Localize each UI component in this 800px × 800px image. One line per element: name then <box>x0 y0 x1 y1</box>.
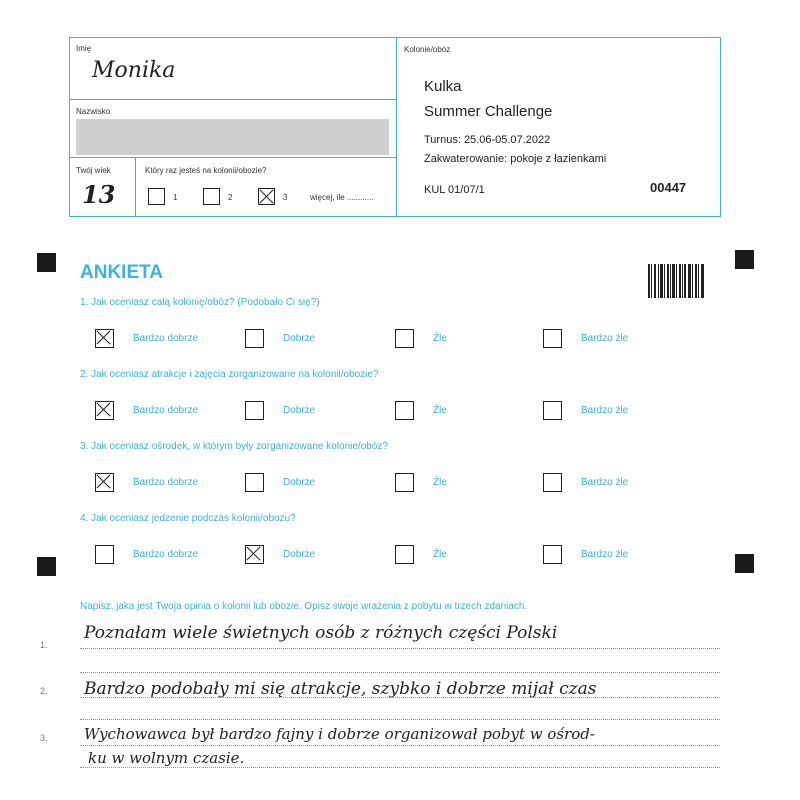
question-4-option-2-label: Dobrze <box>283 549 316 560</box>
header-box <box>69 37 721 217</box>
question-4-text: 4. Jak oceniasz jedzenie podczas kolonii/obozu? <box>80 513 296 524</box>
redacted-surname <box>76 119 389 155</box>
camp-name-line1: Kulka <box>424 78 462 95</box>
question-4-option-3-checkbox[interactable] <box>395 545 414 564</box>
question-2-option-2-label: Dobrze <box>283 405 316 416</box>
question-1-text: 1. Jak oceniasz całą kolonię/obóz? (Podobało Ci się?) <box>80 297 320 308</box>
writing-line <box>80 745 720 746</box>
times-cell <box>136 158 397 216</box>
question-2-option-1-label: Bardzo dobrze <box>133 405 199 416</box>
answer-number-2: 2. <box>40 686 48 696</box>
answer-3-text: Wychowawca był bardzo fajny i dobrze organizował pobyt w ośrod- <box>84 725 595 743</box>
question-3-option-4-checkbox[interactable] <box>543 473 562 492</box>
question-4-option-2-checkbox[interactable] <box>245 545 264 564</box>
question-3-option-4-label: Bardzo źle <box>581 477 629 488</box>
question-1-option-3-checkbox[interactable] <box>395 329 414 348</box>
name-value: Monika <box>92 58 176 83</box>
times-label: Który raz jesteś na kolonii/obozie? <box>145 166 267 175</box>
surname-label: Nazwisko <box>76 107 111 116</box>
answer-3-continuation: ku w wolnym czasie. <box>88 749 245 767</box>
age-label: Twój wiek <box>76 166 111 175</box>
question-3-option-1-checkbox[interactable] <box>95 473 114 492</box>
question-4-option-1-label: Bardzo dobrze <box>133 549 199 560</box>
registration-marker <box>735 554 754 573</box>
times-option-3-label: 3 <box>283 193 288 202</box>
question-3-option-2-label: Dobrze <box>283 477 316 488</box>
question-3-option-3-label: Źle <box>433 477 447 488</box>
answer-2-text: Bardzo podobały mi się atrakcje, szybko i dobrze mijał czas <box>84 679 597 699</box>
question-4-option-4-label: Bardzo źle <box>581 549 629 560</box>
question-4-option-3-label: Źle <box>433 549 447 560</box>
times-option-3-checkbox[interactable] <box>258 188 275 205</box>
question-4-option-1-checkbox[interactable] <box>95 545 114 564</box>
form-number: 00447 <box>650 180 687 195</box>
registration-marker <box>37 253 56 272</box>
times-more-label: więcej, ile ............ <box>310 193 374 202</box>
camp-label: Kolonie/obóz <box>404 45 451 54</box>
question-2-option-3-label: Źle <box>433 405 447 416</box>
name-cell <box>70 38 397 100</box>
camp-name-line2: Summer Challenge <box>424 103 553 120</box>
times-option-1-checkbox[interactable] <box>148 188 165 205</box>
times-option-2-checkbox[interactable] <box>203 188 220 205</box>
opinion-prompt: Napisz, jaka jest Twoja opinia o kolonii lub obozie. Opisz swoje wrażenia z pobytu w trzech zdaniach. <box>80 601 528 612</box>
question-1-option-2-checkbox[interactable] <box>245 329 264 348</box>
writing-line <box>80 672 720 673</box>
question-1-option-1-checkbox[interactable] <box>95 329 114 348</box>
answer-1-text: Poznałam wiele świetnych osób z różnych części Polski <box>84 623 558 643</box>
question-1-option-4-label: Bardzo źle <box>581 333 629 344</box>
times-option-2-label: 2 <box>228 193 233 202</box>
question-1-option-4-checkbox[interactable] <box>543 329 562 348</box>
age-cell <box>70 158 136 216</box>
registration-marker <box>735 250 754 269</box>
question-3-option-2-checkbox[interactable] <box>245 473 264 492</box>
question-2-option-4-checkbox[interactable] <box>543 401 562 420</box>
camp-code: KUL 01/07/1 <box>424 184 485 196</box>
question-2-option-2-checkbox[interactable] <box>245 401 264 420</box>
writing-line <box>80 767 720 768</box>
question-3-option-1-label: Bardzo dobrze <box>133 477 199 488</box>
age-value: 13 <box>82 180 116 209</box>
survey-title: ANKIETA <box>80 262 164 283</box>
times-option-1-label: 1 <box>173 193 178 202</box>
question-4-option-4-checkbox[interactable] <box>543 545 562 564</box>
question-3-option-3-checkbox[interactable] <box>395 473 414 492</box>
writing-line <box>80 648 720 649</box>
surname-cell <box>70 100 397 158</box>
barcode-icon <box>648 264 704 298</box>
writing-line <box>80 697 720 698</box>
turnus-text: Turnus: 25.06-05.07.2022 <box>424 134 551 146</box>
question-2-option-4-label: Bardzo źle <box>581 405 629 416</box>
question-3-text: 3. Jak oceniasz ośrodek, w którym były zorganizowane kolonie/obóz? <box>80 441 388 452</box>
name-label: Imię <box>76 44 92 53</box>
answer-number-1: 1. <box>40 640 48 650</box>
question-1-option-3-label: Źle <box>433 333 447 344</box>
registration-marker <box>37 557 56 576</box>
answer-number-3: 3. <box>40 733 48 743</box>
question-2-option-3-checkbox[interactable] <box>395 401 414 420</box>
accommodation-text: Zakwaterowanie: pokoje z łazienkami <box>424 153 607 165</box>
writing-line <box>80 719 720 720</box>
question-2-option-1-checkbox[interactable] <box>95 401 114 420</box>
question-1-option-2-label: Dobrze <box>283 333 316 344</box>
question-1-option-1-label: Bardzo dobrze <box>133 333 199 344</box>
question-2-text: 2. Jak oceniasz atrakcje i zajęcia zorganizowane na kolonii/obozie? <box>80 369 379 380</box>
